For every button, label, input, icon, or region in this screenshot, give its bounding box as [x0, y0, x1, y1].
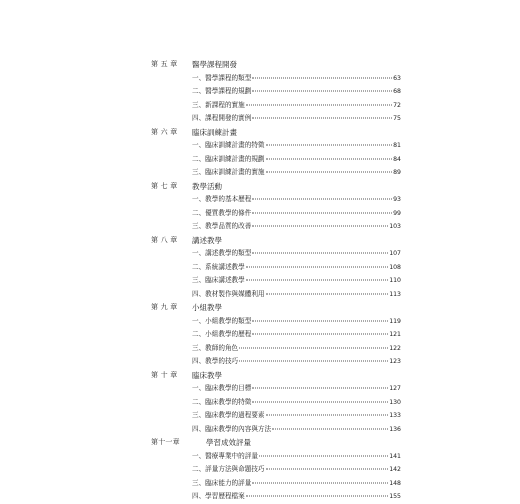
- dot-leader: [252, 226, 388, 227]
- page-number: 133: [389, 412, 401, 419]
- page-number: 122: [389, 344, 401, 352]
- dot-leader: [266, 172, 393, 173]
- toc-entry: [0, 477, 520, 491]
- chapter-heading: [0, 234, 520, 248]
- toc-entry: [0, 274, 520, 288]
- page-number: 72: [393, 101, 401, 109]
- page-number: 141: [389, 452, 401, 460]
- page-number: 121: [389, 331, 401, 338]
- toc-entry-line: [192, 112, 401, 126]
- dot-leader: [252, 401, 388, 402]
- toc-entry: [0, 193, 520, 207]
- chapter-number: 第 五 章: [151, 60, 178, 68]
- toc-entry-line: [192, 207, 401, 221]
- chapter-number: 第 九 章: [151, 303, 178, 311]
- chapter-number: 第 十 章: [151, 370, 178, 379]
- page-number: 148: [389, 479, 401, 487]
- page-number: 103: [389, 223, 401, 230]
- toc-entry-line: [192, 85, 401, 99]
- page-number: 84: [393, 155, 401, 163]
- section-title: 三、臨床教學的過程要素: [192, 411, 265, 419]
- chapter-title: 小組教學: [192, 303, 222, 312]
- toc-entry: [0, 355, 520, 369]
- dot-leader: [259, 455, 388, 456]
- section-title: 二、小組教學的歷程: [192, 330, 252, 338]
- toc-entry: [0, 85, 520, 99]
- toc-entry: [0, 463, 520, 477]
- toc-entry-line: [192, 99, 401, 113]
- toc-entry-line: [192, 288, 401, 302]
- chapter-heading: [0, 180, 520, 194]
- section-title: 二、優質教學的條件: [192, 208, 252, 217]
- chapter-title: 教學活動: [192, 181, 222, 191]
- toc-entry: [0, 450, 520, 464]
- page-number: 130: [389, 398, 401, 406]
- toc-entry-line: [192, 382, 401, 396]
- toc-entry: [0, 423, 520, 437]
- toc-entry: [0, 99, 520, 113]
- chapter-title: 臨床訓練計畫: [192, 127, 237, 137]
- toc-entry: [0, 153, 520, 167]
- toc-entry: [0, 220, 520, 234]
- toc-entry-line: [192, 72, 401, 86]
- page-number: 136: [389, 425, 401, 433]
- toc-entry-line: [192, 450, 401, 464]
- toc-entry-line: [192, 153, 401, 167]
- section-title: 三、臨床能力的評量: [192, 478, 252, 487]
- dot-leader: [246, 280, 388, 281]
- section-title: 二、臨床教學的特徵: [192, 397, 252, 406]
- toc-entry: [0, 382, 520, 396]
- page-number: 127: [389, 385, 401, 392]
- page-number: 110: [389, 277, 401, 284]
- toc-entry: [0, 166, 520, 180]
- page-number: 123: [389, 358, 401, 365]
- toc-entry-line: [192, 423, 401, 437]
- toc-entry-line: [192, 355, 401, 369]
- toc-entry-line: [192, 328, 401, 342]
- toc-entry-line: [192, 274, 401, 288]
- toc-entry: [0, 342, 520, 356]
- toc-entry-line: [192, 220, 401, 234]
- chapter-heading: [0, 301, 520, 315]
- section-title: 四、臨床教學的內容與方法: [192, 424, 272, 433]
- section-title: 一、臨床教學的目標: [192, 384, 252, 392]
- dot-leader: [252, 212, 392, 213]
- chapter-number: 第 八 章: [151, 235, 178, 244]
- section-title: 三、教師的角色: [192, 343, 239, 352]
- dot-leader: [266, 293, 389, 294]
- section-title: 一、醫學課程的類型: [192, 73, 252, 82]
- dot-leader: [252, 334, 388, 335]
- chapter-heading: [0, 126, 520, 140]
- toc-entry-line: [192, 139, 401, 153]
- chapter-heading: [0, 58, 520, 72]
- page-number: 99: [393, 209, 401, 217]
- dot-leader: [239, 361, 388, 362]
- section-title: 四、教材製作與媒體利用: [192, 289, 265, 298]
- dot-leader: [239, 347, 388, 348]
- toc-entry-line: [192, 247, 401, 261]
- section-title: 一、講述教學的類型: [192, 249, 252, 257]
- chapter-number: 第 六 章: [151, 127, 178, 136]
- section-title: 三、教學品質的改善: [192, 222, 252, 230]
- section-title: 一、小組教學的類型: [192, 316, 252, 325]
- toc-entry: [0, 112, 520, 126]
- toc-entry-line: [192, 409, 401, 423]
- toc-entry-line: [192, 166, 401, 180]
- table-of-contents: [0, 58, 520, 504]
- dot-leader: [266, 469, 389, 470]
- section-title: 二、醫學課程的規劃: [192, 87, 252, 95]
- toc-entry-line: [192, 463, 401, 477]
- toc-entry-line: [192, 342, 401, 356]
- dot-leader: [252, 482, 388, 483]
- page-number: 75: [393, 115, 401, 122]
- dot-leader: [266, 145, 393, 146]
- page-number: 107: [389, 250, 401, 257]
- page-number: 113: [389, 290, 401, 298]
- section-title: 一、教學的基本歷程: [192, 195, 252, 203]
- page-number: 93: [393, 196, 401, 203]
- section-title: 四、學習歷程檔案: [192, 492, 245, 500]
- chapter-title: 學習成效評量: [206, 438, 251, 447]
- chapter-title: 醫學課程開發: [192, 60, 237, 69]
- page-number: 63: [393, 74, 401, 82]
- page-number: 119: [389, 317, 401, 325]
- section-title: 三、臨床訓練計畫的實施: [192, 168, 265, 176]
- page-number: 89: [393, 169, 401, 176]
- toc-entry: [0, 328, 520, 342]
- dot-leader: [252, 320, 388, 321]
- section-title: 四、教學的技巧: [192, 357, 239, 365]
- toc-entry-line: [192, 193, 401, 207]
- dot-leader: [246, 266, 388, 267]
- chapter-heading: [0, 369, 520, 383]
- section-title: 一、臨床訓練計畫的特徵: [192, 141, 265, 149]
- section-title: 三、臨床講述教學: [192, 276, 245, 284]
- toc-entry-line: [192, 477, 401, 491]
- chapter-title: 講述教學: [192, 235, 222, 245]
- page-number: 68: [393, 88, 401, 95]
- dot-leader: [252, 253, 388, 254]
- dot-leader: [266, 158, 393, 159]
- dot-leader: [272, 428, 388, 429]
- dot-leader: [246, 496, 388, 497]
- toc-entry: [0, 207, 520, 221]
- section-title: 二、評量方法與命題技巧: [192, 465, 265, 473]
- toc-entry: [0, 396, 520, 410]
- dot-leader: [252, 77, 392, 78]
- section-title: 二、系統講述教學: [192, 262, 245, 271]
- dot-leader: [252, 388, 388, 389]
- page-number: 142: [389, 466, 401, 473]
- section-title: 三、新課程的實施: [192, 100, 245, 109]
- toc-entry: [0, 490, 520, 504]
- dot-leader: [252, 91, 392, 92]
- toc-entry: [0, 315, 520, 329]
- toc-entry: [0, 139, 520, 153]
- toc-entry: [0, 409, 520, 423]
- toc-entry-line: [192, 490, 401, 504]
- dot-leader: [252, 199, 392, 200]
- toc-entry-line: [192, 315, 401, 329]
- page-number: 81: [393, 142, 401, 149]
- chapter-number: 第 七 章: [151, 181, 178, 190]
- toc-entry: [0, 261, 520, 275]
- section-title: 二、臨床訓練計畫的規劃: [192, 154, 265, 163]
- page-number: 108: [389, 263, 401, 271]
- page-number: 155: [389, 493, 401, 500]
- toc-entry: [0, 247, 520, 261]
- toc-entry-line: [192, 261, 401, 275]
- toc-entry: [0, 288, 520, 302]
- chapter-heading: [0, 436, 520, 450]
- chapter-number: 第十一章: [151, 438, 180, 446]
- toc-entry-line: [192, 396, 401, 410]
- dot-leader: [266, 415, 389, 416]
- dot-leader: [252, 118, 392, 119]
- dot-leader: [246, 104, 392, 105]
- section-title: 四、課程開發的實例: [192, 114, 252, 122]
- section-title: 一、醫療專業中的評量: [192, 451, 258, 460]
- toc-entry: [0, 72, 520, 86]
- chapter-title: 臨床教學: [192, 370, 222, 380]
